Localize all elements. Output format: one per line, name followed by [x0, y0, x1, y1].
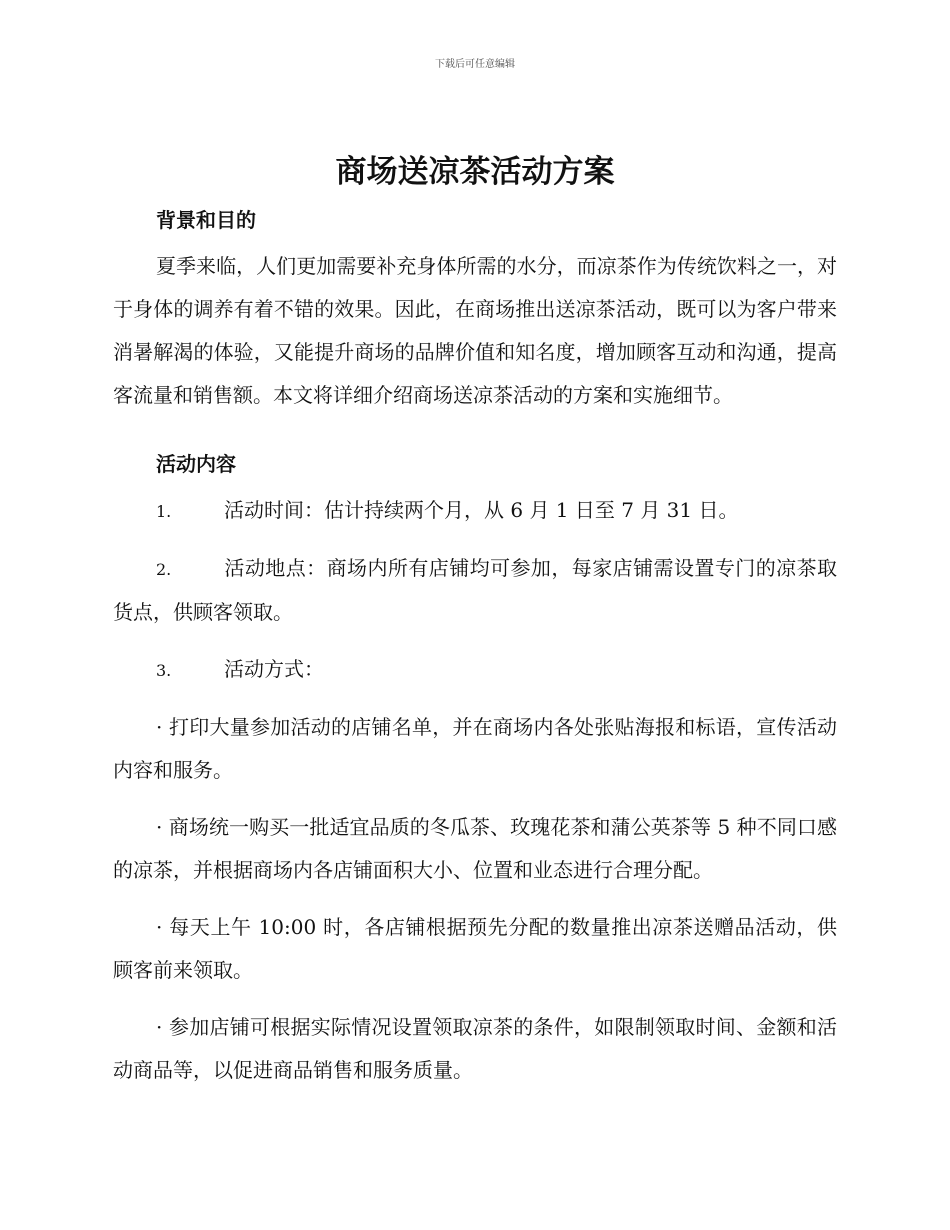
document-body: [113, 205, 837, 1092]
list-item-time: [113, 489, 837, 533]
list-item-method: [113, 648, 837, 692]
list-item-text: 活动地点：商场内所有店铺均可参加，每家店铺需设置专门的凉茶取货点，供顾客领取。: [113, 556, 837, 624]
list-item-number: 2.: [156, 560, 172, 579]
header-note: 下载后可任意编辑: [435, 59, 515, 70]
section-heading-background: 背景和目的: [156, 208, 256, 232]
list-item-text: 活动方式：: [224, 657, 324, 681]
section-heading-content: 活动内容: [156, 452, 236, 476]
list-item-number: 3.: [156, 661, 172, 680]
page-title: 商场送凉茶活动方案: [335, 154, 615, 190]
background-paragraph: 夏季来临，人们更加需要补充身体所需的水分，而凉茶作为传统饮料之一，对于身体的调养有着不错的效果。因此，在商场推出送凉茶活动，既可以为客户带来消暑解渴的体验，又能提升商场的品牌价值和知名度，增加顾客互动和沟通，提高客流量和销售额。本文将详细介绍商场送凉茶活动的方案和实施细节。: [113, 254, 837, 407]
bullet-item: · 打印大量参加活动的店铺名单，并在商场内各处张贴海报和标语，宣传活动内容和服务。: [113, 715, 837, 782]
list-item-location: [113, 547, 837, 634]
bullet-item: · 商场统一购买一批适宜品质的冬瓜茶、玫瑰花茶和蒲公英茶等 5 种不同口感的凉茶，并根据商场内各店铺面积大小、位置和业态进行合理分配。: [113, 815, 837, 882]
bullet-item: · 参加店铺可根据实际情况设置领取凉茶的条件，如限制领取时间、金额和活动商品等，以促进商品销售和服务质量。: [113, 1015, 837, 1082]
list-item-text: 活动时间：估计持续两个月，从 6 月 1 日至 7 月 31 日。: [224, 498, 739, 522]
bullet-item: · 每天上午 10:00 时，各店铺根据预先分配的数量推出凉茶送赠品活动，供顾客前来领取。: [113, 915, 837, 982]
list-item-number: 1.: [156, 502, 172, 521]
